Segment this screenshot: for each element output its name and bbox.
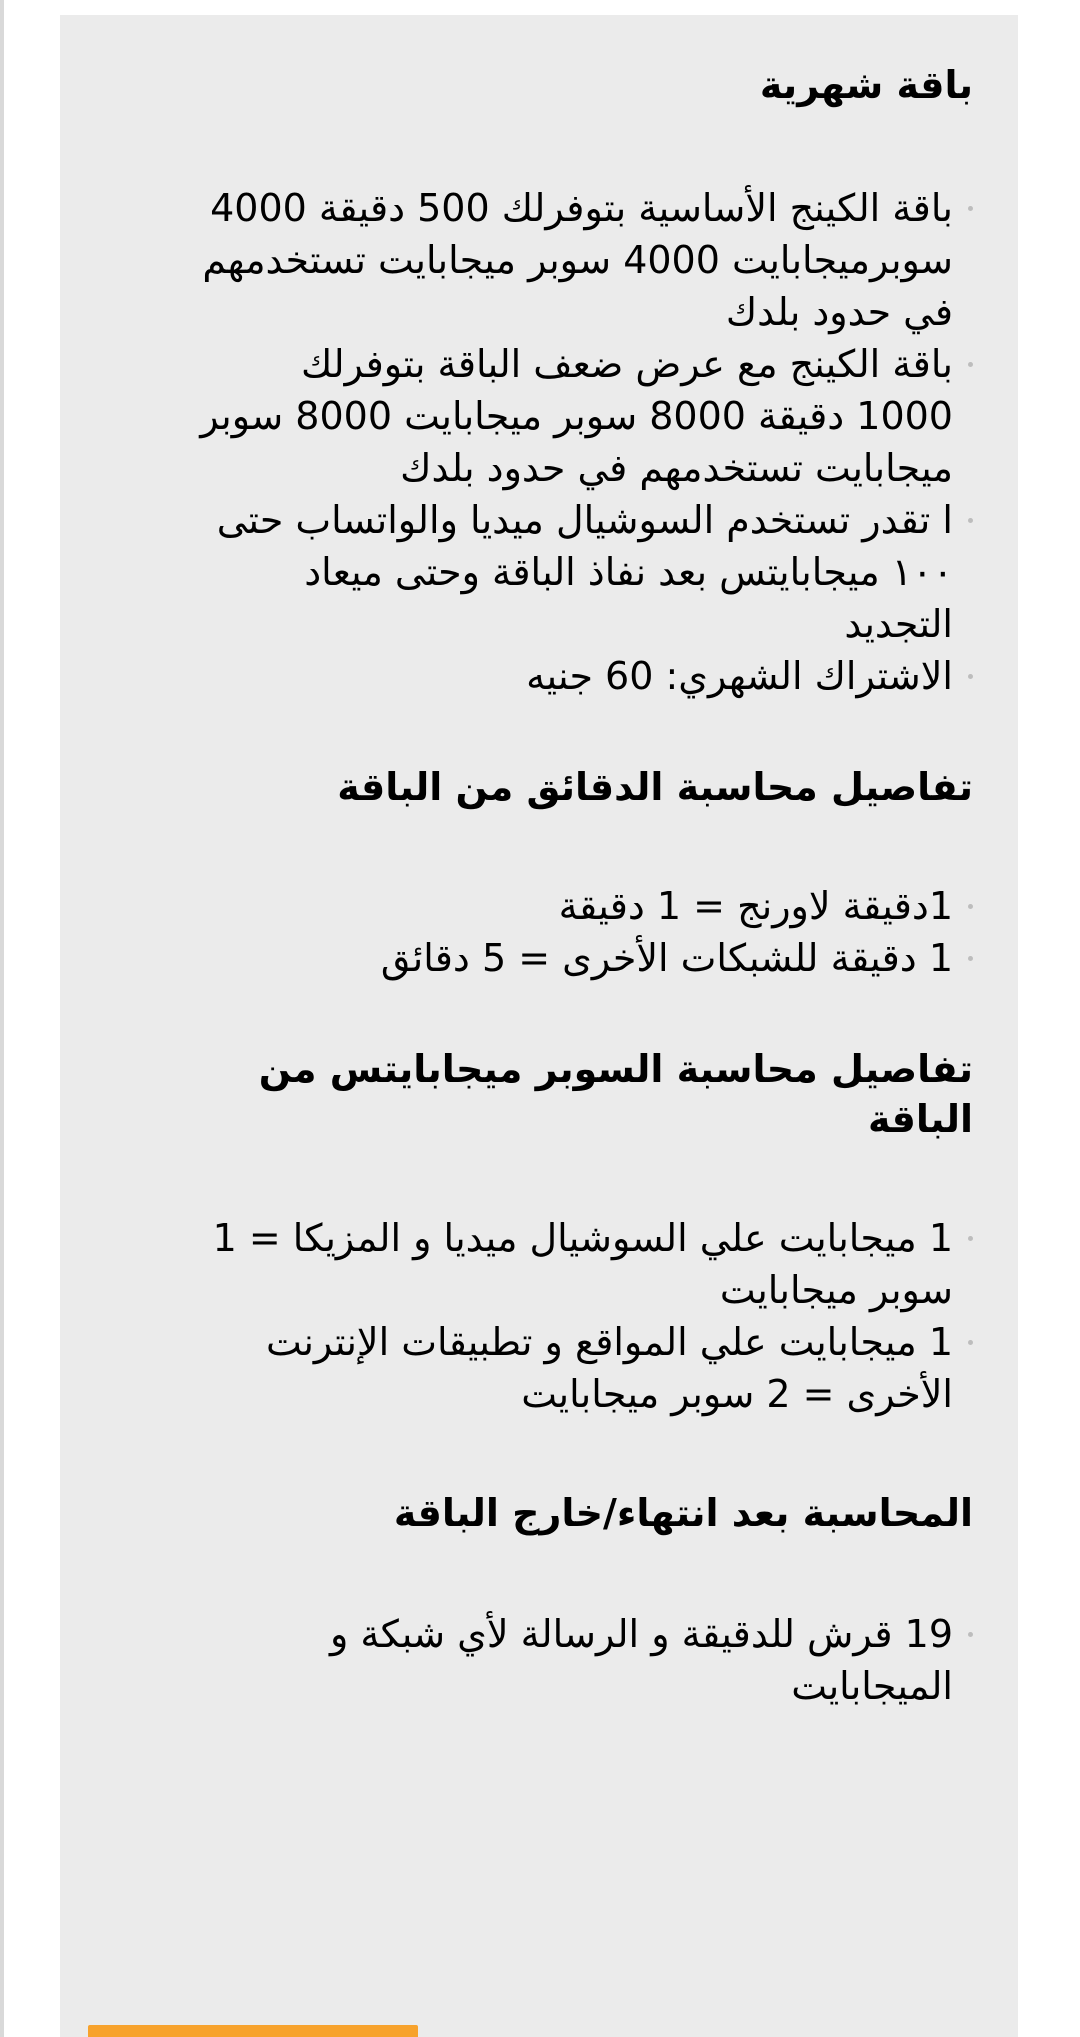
list-item: 19 قرش للدقيقة و الرسالة لأي شبكة و الميجابايت: [193, 1608, 973, 1712]
megabytes-list: [193, 1212, 973, 1420]
bullet-icon: [968, 1340, 973, 1345]
megabytes-section-title: تفاصيل محاسبة السوبر ميجابايتس من الباقة: [258, 1047, 973, 1141]
subscribe-button[interactable]: [88, 2025, 418, 2037]
list-item: الاشتراك الشهري: 60 جنيه: [193, 650, 973, 702]
list-item: باقة الكينج الأساسية بتوفرلك 500 دقيقة 4000 سوبرميجابايت 4000 سوبر ميجابايت تستخدمهم في حدود بلدك: [193, 182, 973, 338]
minutes-list: [193, 880, 973, 984]
bullet-icon: [968, 1236, 973, 1241]
bullet-icon: [968, 956, 973, 961]
overage-section-title: المحاسبة بعد انتهاء/خارج الباقة: [393, 1491, 973, 1535]
bullet-icon: [968, 362, 973, 367]
list-item: 1 دقيقة للشبكات الأخرى = 5 دقائق: [193, 932, 973, 984]
list-item: باقة الكينج مع عرض ضعف الباقة بتوفرلك 1000 دقيقة 8000 سوبر ميجابايت 8000 سوبر ميجابايت تستخدمهم في حدود بلدك: [193, 338, 973, 494]
plan-details-content: [193, 15, 973, 1712]
plan-details-card: [60, 15, 1018, 2037]
list-item: 1 ميجابايت علي المواقع و تطبيقات الإنترنت الأخرى = 2 سوبر ميجابايت: [193, 1316, 973, 1420]
list-item: 1 ميجابايت علي السوشيال ميديا و المزيكا = 1 سوبر ميجابايت: [193, 1212, 973, 1316]
page-left-border: [0, 0, 4, 2037]
bullet-icon: [968, 674, 973, 679]
bullet-icon: [968, 904, 973, 909]
list-item: 1دقيقة لاورنج = 1 دقيقة: [193, 880, 973, 932]
bullet-icon: [968, 206, 973, 211]
bullet-icon: [968, 1632, 973, 1637]
minutes-section-title: تفاصيل محاسبة الدقائق من الباقة: [337, 765, 973, 809]
plan-features-list: [193, 182, 973, 702]
overage-list: [193, 1608, 973, 1712]
list-item: ا تقدر تستخدم السوشيال ميديا والواتساب حتى ١٠٠ ميجابايتس بعد نفاذ الباقة وحتى ميعاد التجديد: [193, 494, 973, 650]
bullet-icon: [968, 518, 973, 523]
plan-title: باقة شهرية: [759, 63, 973, 107]
